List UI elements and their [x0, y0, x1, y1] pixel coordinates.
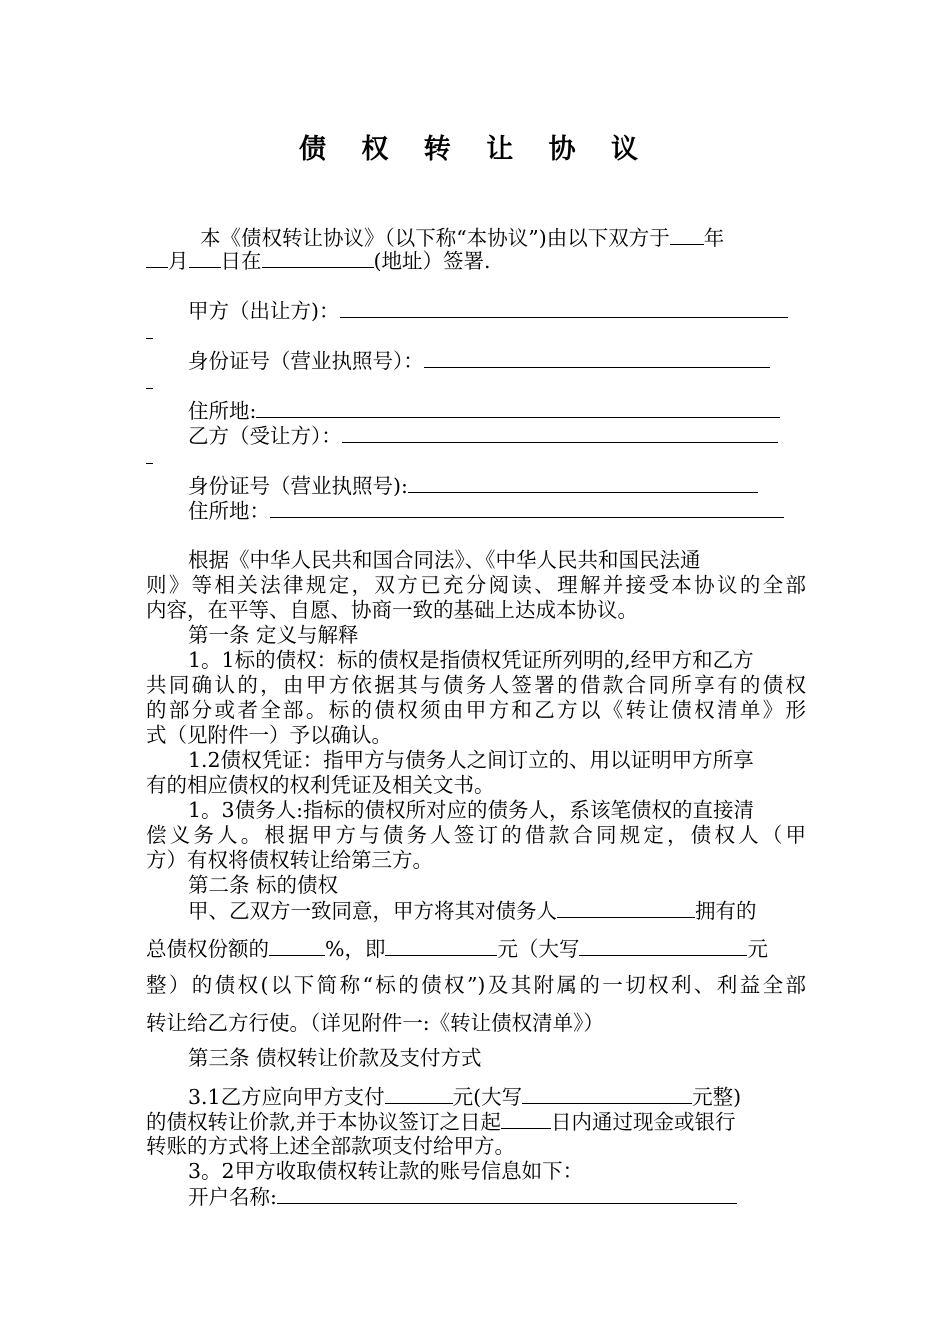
preamble-line: 根据《中华人民共和国合同法》、《中华人民共和国民法通 — [188, 548, 701, 572]
article-2-line-1 — [188, 897, 757, 924]
month-blank — [146, 247, 168, 268]
article-2-heading: 第二条 标的债权 — [188, 873, 339, 897]
year-label: 年 — [703, 226, 725, 250]
article-2-line-3: 整）的债权(以下简称“标的债权”)及其附属的一切权利、利益全部 — [146, 973, 806, 997]
account-name-line — [188, 1183, 737, 1210]
article-2-text: 元 — [747, 937, 768, 961]
intro-line-2 — [146, 247, 491, 274]
party-b-id-blank — [408, 472, 758, 493]
clause-1-3-line: 偿义务人。根据甲方与债务人签订的借款合同规定，债权人（甲 — [146, 823, 806, 847]
amount-words-blank — [579, 935, 747, 956]
clause-1-3-line: 1。3债务人:指标的债权所对应的债务人，系该笔债权的直接清 — [188, 798, 754, 822]
clause-1-2-line: 1.2债权凭证：指甲方与债务人之间订立的、用以证明甲方所享 — [188, 748, 754, 772]
price-words-blank — [522, 1083, 692, 1104]
article-3-heading: 第三条 债权转让价款及支付方式 — [188, 1046, 482, 1070]
clause-3-1-line-2 — [146, 1108, 736, 1135]
day-blank — [189, 247, 221, 268]
party-b-address-line — [188, 497, 784, 524]
party-b-address-label: 住所地： — [188, 499, 270, 523]
overflow-dash — [146, 338, 153, 339]
article-2-line-4: 转让给乙方行使。（详见附件一:《转让债权清单》） — [146, 1011, 604, 1035]
preamble-line: 则》等相关法律规定，双方已充分阅读、理解并接受本协议的全部 — [146, 573, 806, 597]
party-b-line — [188, 422, 778, 449]
amount-blank — [385, 935, 497, 956]
clause-3-1-line-3: 转账的方式将上述全部款项支付给甲方。 — [146, 1134, 515, 1158]
share-blank — [269, 935, 325, 956]
party-a-label: 甲方（出让方)： — [188, 299, 340, 323]
party-a-id-line — [188, 347, 770, 374]
clause-1-1-line: 共同确认的，由甲方依据其与债务人签署的借款合同所享有的债权 — [146, 673, 806, 697]
clause-1-2-line: 有的相应债权的权利凭证及相关文书。 — [146, 773, 495, 797]
article-1-heading: 第一条 定义与解释 — [188, 623, 359, 647]
preamble-line: 内容，在平等、自愿、协商一致的基础上达成本协议。 — [146, 598, 638, 622]
clause-3-1-text: 3.1乙方应向甲方支付 — [188, 1085, 385, 1109]
party-a-line — [188, 297, 788, 324]
party-b-id-line — [188, 472, 758, 499]
year-blank — [670, 224, 704, 245]
clause-3-1-text: 日内通过现金或银行 — [551, 1110, 736, 1134]
party-a-address-label: 住所地: — [188, 399, 257, 423]
article-2-text: 拥有的 — [695, 899, 757, 923]
address-blank — [262, 247, 374, 268]
price-blank — [385, 1083, 453, 1104]
intro-text: 本《债权转让协议》（以下称“本协议”)由以下双方于 — [200, 226, 670, 250]
address-label: (地址）签署. — [373, 249, 491, 273]
party-b-label: 乙方（受让方）： — [188, 424, 342, 448]
article-2-line-2 — [146, 935, 768, 962]
article-2-text: 甲、乙双方一致同意，甲方将其对债务人 — [188, 899, 557, 923]
overflow-dash — [146, 463, 153, 464]
clause-3-1-text: 的债权转让价款,并于本协议签订之日起 — [146, 1110, 502, 1134]
party-b-id-label: 身份证号（营业执照号): — [188, 474, 408, 498]
party-a-address-blank — [256, 397, 780, 418]
month-label: 月 — [168, 249, 189, 273]
clause-1-3-line: 方）有权将债权转让给第三方。 — [146, 848, 433, 872]
clause-3-2-line: 3。2甲方收取债权转让款的账号信息如下： — [188, 1159, 584, 1183]
party-b-address-blank — [270, 497, 784, 518]
day-label: 日在 — [220, 249, 262, 273]
party-a-id-blank — [424, 347, 770, 368]
party-b-blank — [342, 422, 778, 443]
clause-1-1-line: 1。1标的债权：标的债权是指债权凭证所列明的,经甲方和乙方 — [188, 648, 754, 672]
clause-3-1-text: 元(大写 — [452, 1085, 523, 1109]
days-blank — [501, 1108, 551, 1129]
clause-1-1-line: 式（见附件一）予以确认。 — [146, 723, 392, 747]
article-2-text: 总债权份额的 — [146, 937, 269, 961]
party-a-blank — [340, 297, 788, 318]
article-2-text: 元（大写 — [497, 937, 580, 961]
clause-3-1-text: 元整) — [692, 1085, 742, 1109]
document-title: 债 权 转 让 协 议 — [299, 134, 651, 165]
debtor-blank — [557, 897, 695, 918]
party-a-address-line — [188, 397, 780, 424]
article-2-text: %，即 — [325, 937, 386, 961]
party-a-id-label: 身份证号（营业执照号）： — [188, 349, 424, 373]
account-name-label: 开户名称: — [188, 1185, 277, 1209]
overflow-dash — [146, 388, 153, 389]
account-name-blank — [277, 1183, 737, 1204]
clause-3-1-line-1 — [188, 1083, 741, 1110]
clause-1-1-line: 的部分或者全部。标的债权须由甲方和乙方以《转让债权清单》形 — [146, 698, 806, 722]
